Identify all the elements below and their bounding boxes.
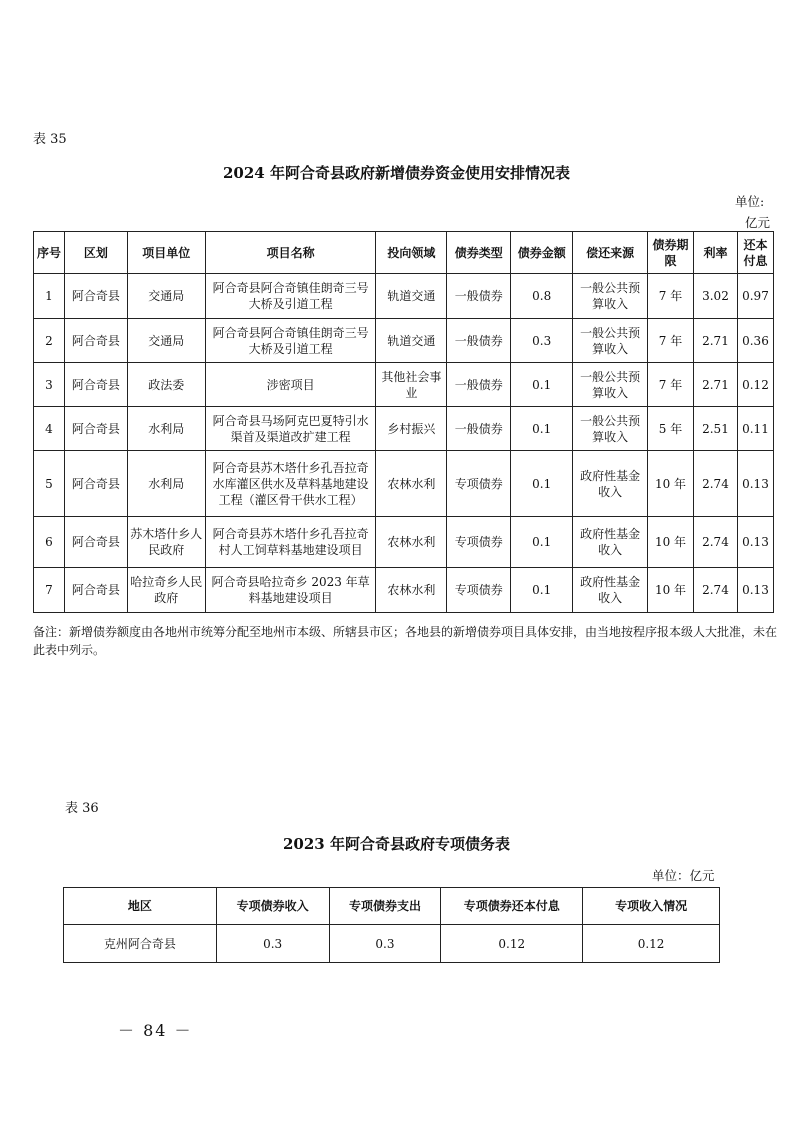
table-row	[34, 407, 774, 451]
cell: 政府性基金收入	[573, 451, 648, 517]
cell: 7	[34, 568, 65, 613]
cell: 10 年	[648, 451, 694, 517]
cell: 农林水利	[376, 517, 447, 568]
cell: 交通局	[127, 274, 205, 319]
table-row	[34, 517, 774, 568]
cell: 阿合奇县	[64, 319, 127, 363]
cell: 0.13	[737, 517, 773, 568]
cell: 政法委	[127, 363, 205, 407]
cell: 0.8	[511, 274, 573, 319]
table-row	[34, 363, 774, 407]
table36-title: 2023 年阿合奇县政府专项债务表	[283, 835, 510, 853]
table-header-row	[34, 232, 774, 274]
cell: 5 年	[648, 407, 694, 451]
cell: 一般公共预算收入	[573, 363, 648, 407]
cell: 一般公共预算收入	[573, 274, 648, 319]
cell: 0.3	[329, 925, 441, 963]
cell: 2.71	[693, 319, 737, 363]
cell: 轨道交通	[376, 274, 447, 319]
cell: 涉密项目	[205, 363, 376, 407]
cell: 阿合奇县阿合奇镇佳朗奇三号大桥及引道工程	[205, 319, 376, 363]
cell: 哈拉奇乡人民政府	[127, 568, 205, 613]
cell: 阿合奇县	[64, 274, 127, 319]
column-header: 项目单位	[127, 232, 205, 274]
cell: 阿合奇县阿合奇镇佳朗奇三号大桥及引道工程	[205, 274, 376, 319]
cell: 10 年	[648, 517, 694, 568]
column-header: 区划	[64, 232, 127, 274]
table-row	[34, 568, 774, 613]
cell: 2	[34, 319, 65, 363]
cell: 阿合奇县	[64, 407, 127, 451]
cell: 5	[34, 451, 65, 517]
cell: 0.1	[511, 517, 573, 568]
cell: 0.13	[737, 568, 773, 613]
cell: 0.12	[583, 925, 720, 963]
cell: 3	[34, 363, 65, 407]
cell: 专项债券	[447, 568, 511, 613]
table35-unit-value: 亿元	[745, 215, 771, 230]
table-row	[64, 925, 720, 963]
cell: 农林水利	[376, 451, 447, 517]
cell: 阿合奇县马场阿克巴夏特引水渠首及渠道改扩建工程	[205, 407, 376, 451]
cell: 2.74	[693, 451, 737, 517]
table-header-row	[64, 888, 720, 925]
cell: 7 年	[648, 319, 694, 363]
column-header: 还本付息	[737, 232, 773, 274]
cell: 0.36	[737, 319, 773, 363]
table36-label: 表 36	[65, 801, 99, 816]
cell: 专项债券	[447, 451, 511, 517]
cell: 2.71	[693, 363, 737, 407]
cell: 克州阿合奇县	[64, 925, 217, 963]
cell: 0.1	[511, 363, 573, 407]
cell: 2.74	[693, 517, 737, 568]
cell: 0.97	[737, 274, 773, 319]
cell: 0.1	[511, 451, 573, 517]
cell: 水利局	[127, 407, 205, 451]
cell: 7 年	[648, 274, 694, 319]
column-header: 专项债券收入	[216, 888, 329, 925]
cell: 农林水利	[376, 568, 447, 613]
cell: 轨道交通	[376, 319, 447, 363]
cell: 一般债券	[447, 407, 511, 451]
cell: 4	[34, 407, 65, 451]
cell: 0.12	[441, 925, 583, 963]
cell: 一般公共预算收入	[573, 319, 648, 363]
cell: 7 年	[648, 363, 694, 407]
column-header: 专项收入情况	[583, 888, 720, 925]
cell: 阿合奇县苏木塔什乡孔吾拉奇水库灌区供水及草料基地建设工程（灌区骨干供水工程）	[205, 451, 376, 517]
cell: 阿合奇县	[64, 363, 127, 407]
cell: 苏木塔什乡人民政府	[127, 517, 205, 568]
cell: 阿合奇县苏木塔什乡孔吾拉奇村人工饲草料基地建设项目	[205, 517, 376, 568]
cell: 0.3	[511, 319, 573, 363]
column-header: 地区	[64, 888, 217, 925]
column-header: 专项债券还本付息	[441, 888, 583, 925]
table36-unit: 单位：亿元	[652, 868, 715, 883]
table35-note: 备注：新增债券额度由各地州市统筹分配至地州市本级、所辖县市区；各地县的新增债券项目具体安排，由当地按程序报本级人大批准，未在此表中列示。	[33, 625, 778, 657]
cell: 阿合奇县	[64, 451, 127, 517]
cell: 专项债券	[447, 517, 511, 568]
column-header: 投向领域	[376, 232, 447, 274]
cell: 一般公共预算收入	[573, 407, 648, 451]
table-row	[34, 451, 774, 517]
cell: 阿合奇县	[64, 517, 127, 568]
cell: 2.51	[693, 407, 737, 451]
cell: 2.74	[693, 568, 737, 613]
cell: 阿合奇县哈拉奇乡 2023 年草料基地建设项目	[205, 568, 376, 613]
column-header: 偿还来源	[573, 232, 648, 274]
table-row	[34, 319, 774, 363]
cell: 乡村振兴	[376, 407, 447, 451]
column-header: 项目名称	[205, 232, 376, 274]
cell: 0.1	[511, 407, 573, 451]
column-header: 利率	[693, 232, 737, 274]
table35-unit-label: 单位:	[735, 194, 765, 209]
column-header: 专项债券支出	[329, 888, 441, 925]
cell: 1	[34, 274, 65, 319]
cell: 0.11	[737, 407, 773, 451]
cell: 0.13	[737, 451, 773, 517]
cell: 3.02	[693, 274, 737, 319]
column-header: 债券金额	[511, 232, 573, 274]
cell: 政府性基金收入	[573, 568, 648, 613]
column-header: 债券期限	[648, 232, 694, 274]
cell: 0.12	[737, 363, 773, 407]
cell: 一般债券	[447, 319, 511, 363]
cell: 0.1	[511, 568, 573, 613]
cell: 水利局	[127, 451, 205, 517]
special-debt-table	[63, 887, 720, 963]
debt-allocation-table	[33, 231, 774, 613]
cell: 一般债券	[447, 363, 511, 407]
cell: 10 年	[648, 568, 694, 613]
cell: 一般债券	[447, 274, 511, 319]
column-header: 债券类型	[447, 232, 511, 274]
cell: 交通局	[127, 319, 205, 363]
cell: 0.3	[216, 925, 329, 963]
cell: 6	[34, 517, 65, 568]
table35-title: 2024 年阿合奇县政府新增债券资金使用安排情况表	[223, 164, 570, 182]
page-number: － 84 －	[118, 1021, 193, 1040]
column-header: 序号	[34, 232, 65, 274]
cell: 其他社会事业	[376, 363, 447, 407]
cell: 阿合奇县	[64, 568, 127, 613]
table35-label: 表 35	[33, 132, 67, 147]
cell: 政府性基金收入	[573, 517, 648, 568]
table-row	[34, 274, 774, 319]
